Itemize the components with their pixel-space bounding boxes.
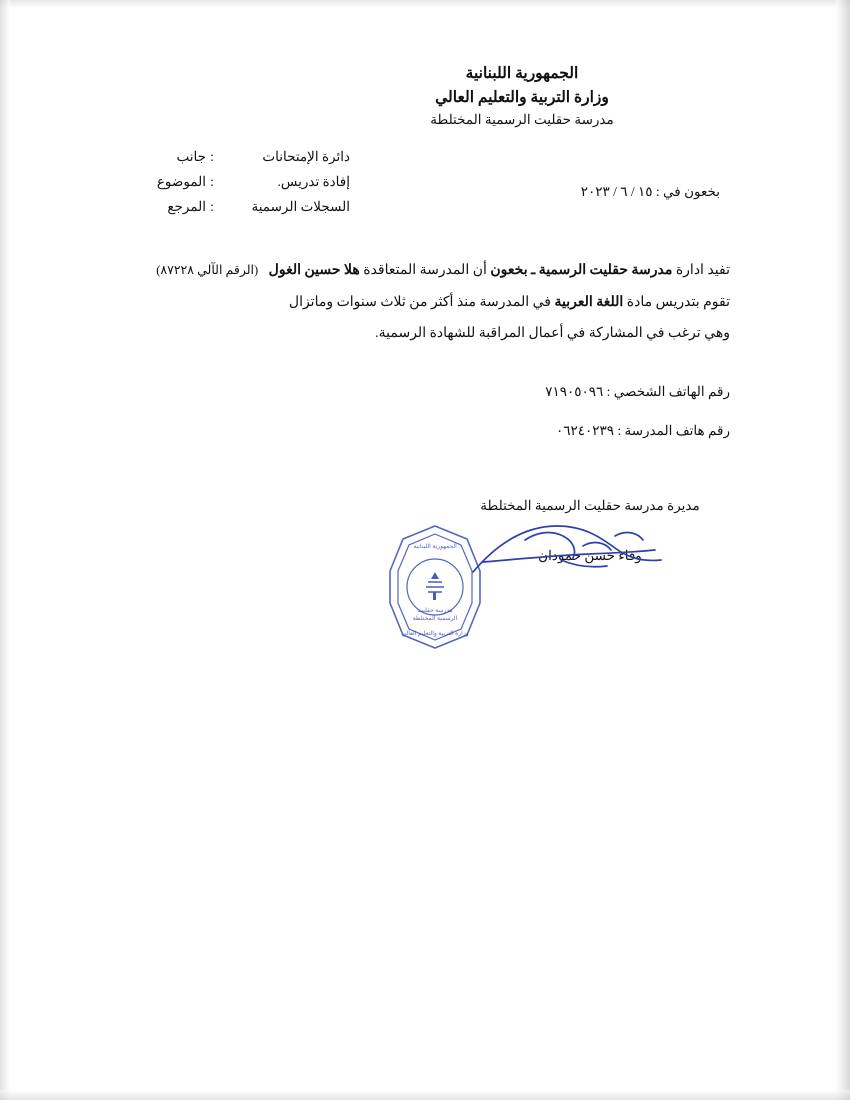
scan-edge-left	[0, 0, 10, 1100]
stamp-center-line2: الرسمية المختلطة	[412, 616, 458, 622]
scan-edge-right	[836, 0, 850, 1100]
body-p2-part-c: في المدرسة منذ أكثر من ثلاث سنوات وماتزال	[288, 294, 555, 310]
meta-value-reference: السجلات الرسمية	[251, 198, 350, 214]
meta-key-reference: المرجع	[167, 198, 206, 214]
letterhead-school: مدرسة حقليت الرسمية المختلطة	[430, 112, 614, 128]
body-paragraph-3: وهي ترغب في المشاركة في أعمال المراقبة للشهادة الرسمية.	[375, 326, 730, 341]
meta-colon: :	[210, 149, 214, 164]
letterhead-country: الجمهورية اللبنانية	[465, 65, 579, 82]
contact-numbers	[120, 372, 730, 450]
document-body	[120, 255, 730, 350]
meta-row	[140, 195, 350, 220]
school-phone-row	[120, 411, 730, 450]
body-p1-part-c: أن المدرسة المتعاقدة	[359, 263, 491, 278]
meta-value-subject: إفادة تدريس.	[277, 173, 350, 189]
stamp-center-line1: مدرسة حقليت	[417, 608, 453, 614]
personal-phone-label: رقم الهاتف الشخصي :	[606, 384, 730, 399]
signatory-name: وفاء حسن حمودان	[538, 548, 642, 563]
body-p1-part-a: تفيد ادارة	[672, 263, 730, 278]
place-and-date: بخعون في : ١٥ / ٦ / ٢٠٢٣	[580, 184, 720, 199]
letterhead-ministry: وزارة التربية والتعليم العالي	[435, 89, 609, 107]
signature-block	[460, 498, 720, 564]
document-meta	[140, 145, 350, 220]
school-phone-value: ٠٦٢٤٠٢٣٩	[555, 423, 614, 439]
signatory-title: مديرة مدرسة حقليت الرسمية المختلطة	[480, 498, 700, 513]
scan-edge-top	[0, 0, 850, 8]
body-subject-name: اللغة العربية	[554, 294, 624, 310]
body-paragraph-1	[120, 255, 730, 287]
stamp-top-text: الجمهورية اللبنانية	[413, 544, 457, 550]
meta-colon: :	[210, 198, 214, 214]
body-paragraph-2	[120, 287, 730, 319]
school-phone-label: رقم هاتف المدرسة :	[617, 423, 730, 439]
meta-row	[140, 145, 350, 170]
letterhead	[312, 62, 732, 131]
personal-phone-row	[120, 372, 730, 411]
scan-edge-bottom	[0, 1090, 850, 1100]
meta-colon: :	[210, 173, 214, 189]
stamp-bottom-text: وزارة التربية والتعليم العالي	[401, 631, 469, 637]
body-employee-id: (الرقم الآلي ٨٧٢٢٨)	[156, 263, 259, 277]
personal-phone-value: ٧١٩٠٥٠٩٦	[545, 384, 604, 399]
meta-value-recipient: دائرة الإمتحانات	[262, 149, 350, 164]
body-school-name: مدرسة حقليت الرسمية ـ بخعون	[490, 263, 673, 278]
body-p2-part-a: تقوم بتدريس مادة	[623, 294, 730, 310]
meta-key-recipient: جانب	[176, 149, 206, 164]
meta-key-subject: الموضوع	[156, 173, 206, 189]
meta-row	[140, 170, 350, 195]
body-teacher-name: هلا حسين الغول	[268, 263, 360, 278]
